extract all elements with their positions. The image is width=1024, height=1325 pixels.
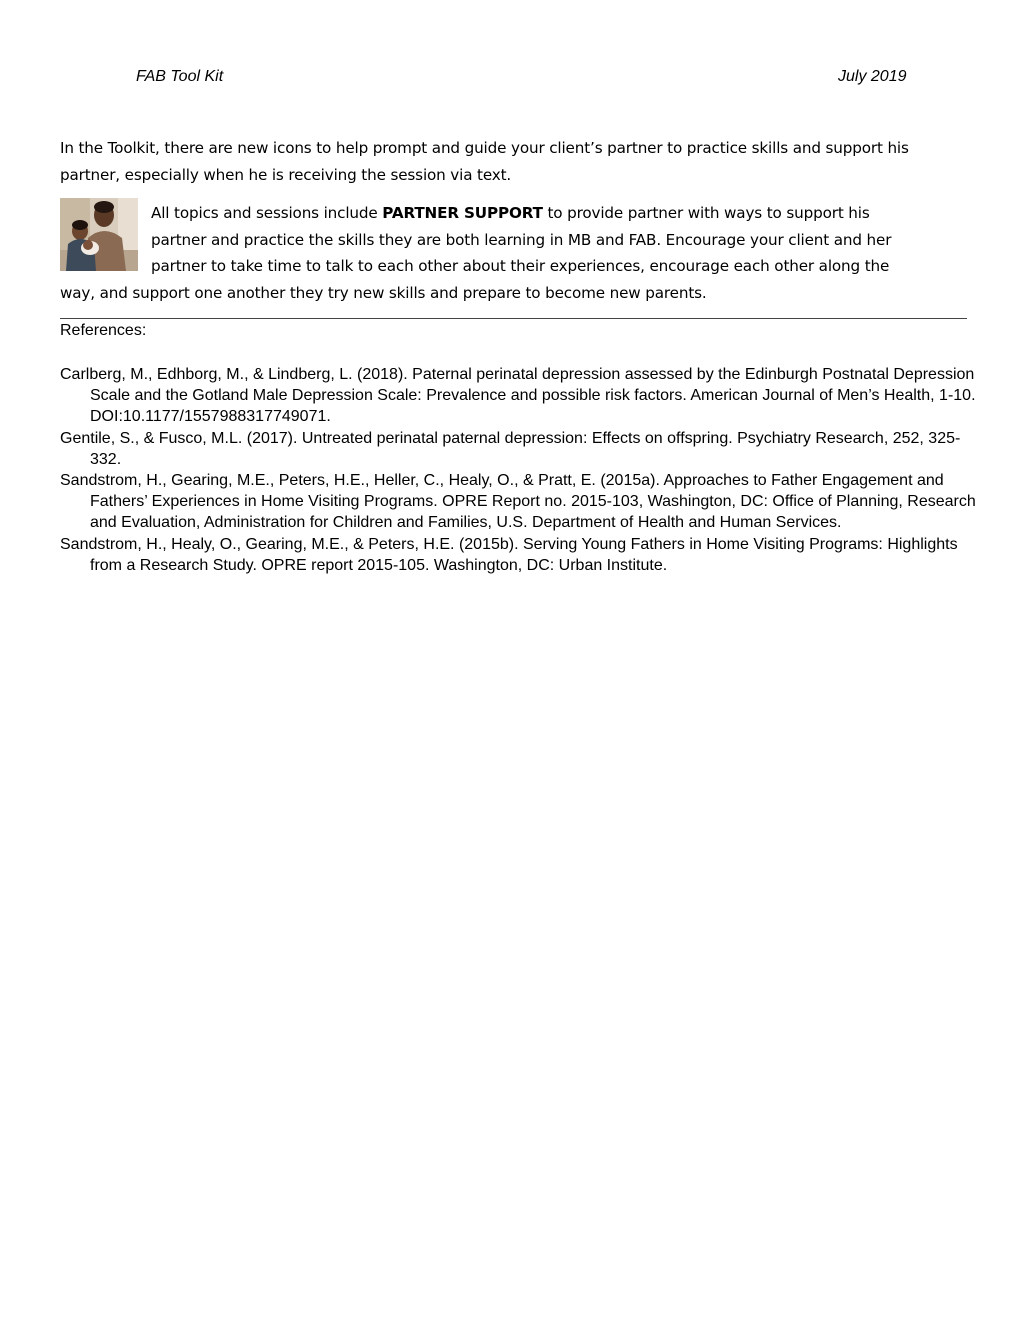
header-title: FAB Tool Kit — [136, 68, 224, 85]
section-divider — [60, 318, 967, 319]
reference-item: Sandstrom, H., Healy, O., Gearing, M.E., & Peters, H.E. (2015b). Serving Young Fathers in Home Visiting Programs: Highlights from a Research Study. OPRE report 2015-105. Washington, DC: Urban Institute. — [60, 535, 958, 574]
family-photo-icon — [60, 198, 138, 271]
intro-paragraph: In the Toolkit, there are new icons to help prompt and guide your client’s partner to practice skills and support his partner, especially when he is receiving the session via text. — [60, 139, 909, 184]
partner-support-line-1 — [151, 200, 870, 226]
reference-item: Gentile, S., & Fusco, M.L. (2017). Untreated perinatal paternal depression: Effects on offspring. Psychiatry Research, 252, 325-332. — [60, 429, 961, 468]
partner-support-line-4: way, and support one another they try new skills and prepare to become new parents. — [60, 284, 707, 302]
partner-support-intro-text: All topics and sessions include — [151, 204, 383, 222]
partner-support-line-2: partner and practice the skills they are both learning in MB and FAB. Encourage your client and her — [151, 231, 892, 249]
references-heading: References: — [60, 322, 147, 339]
partner-support-line-1-tail: to provide partner with ways to support his — [542, 204, 870, 222]
header-date: July 2019 — [838, 68, 907, 85]
references-list — [60, 364, 980, 576]
reference-item: Sandstrom, H., Gearing, M.E., Peters, H.E., Heller, C., Healy, O., & Pratt, E. (2015a). Approaches to Father Engagement and Fathers’ Experiences in Home Visiting Programs. OPRE Report no. 2015-103, Washington, DC: Office of Planning, Research and Evaluation, Administration for Children and Families, U.S. Department of Health and Human Services. — [60, 472, 976, 532]
reference-item: Carlberg, M., Edhborg, M., & Lindberg, L. (2018). Paternal perinatal depression assessed by the Edinburgh Postnatal Depression Scale and the Gotland Male Depression Scale: Prevalence and possible risk factors. American Journal of Men’s Health, 1-10. DOI:10.1177/1557988317749071. — [60, 366, 976, 426]
partner-support-line-3: partner to take time to talk to each other about their experiences, encourage each other along the — [151, 257, 890, 275]
partner-support-label: PARTNER SUPPORT — [382, 204, 543, 222]
